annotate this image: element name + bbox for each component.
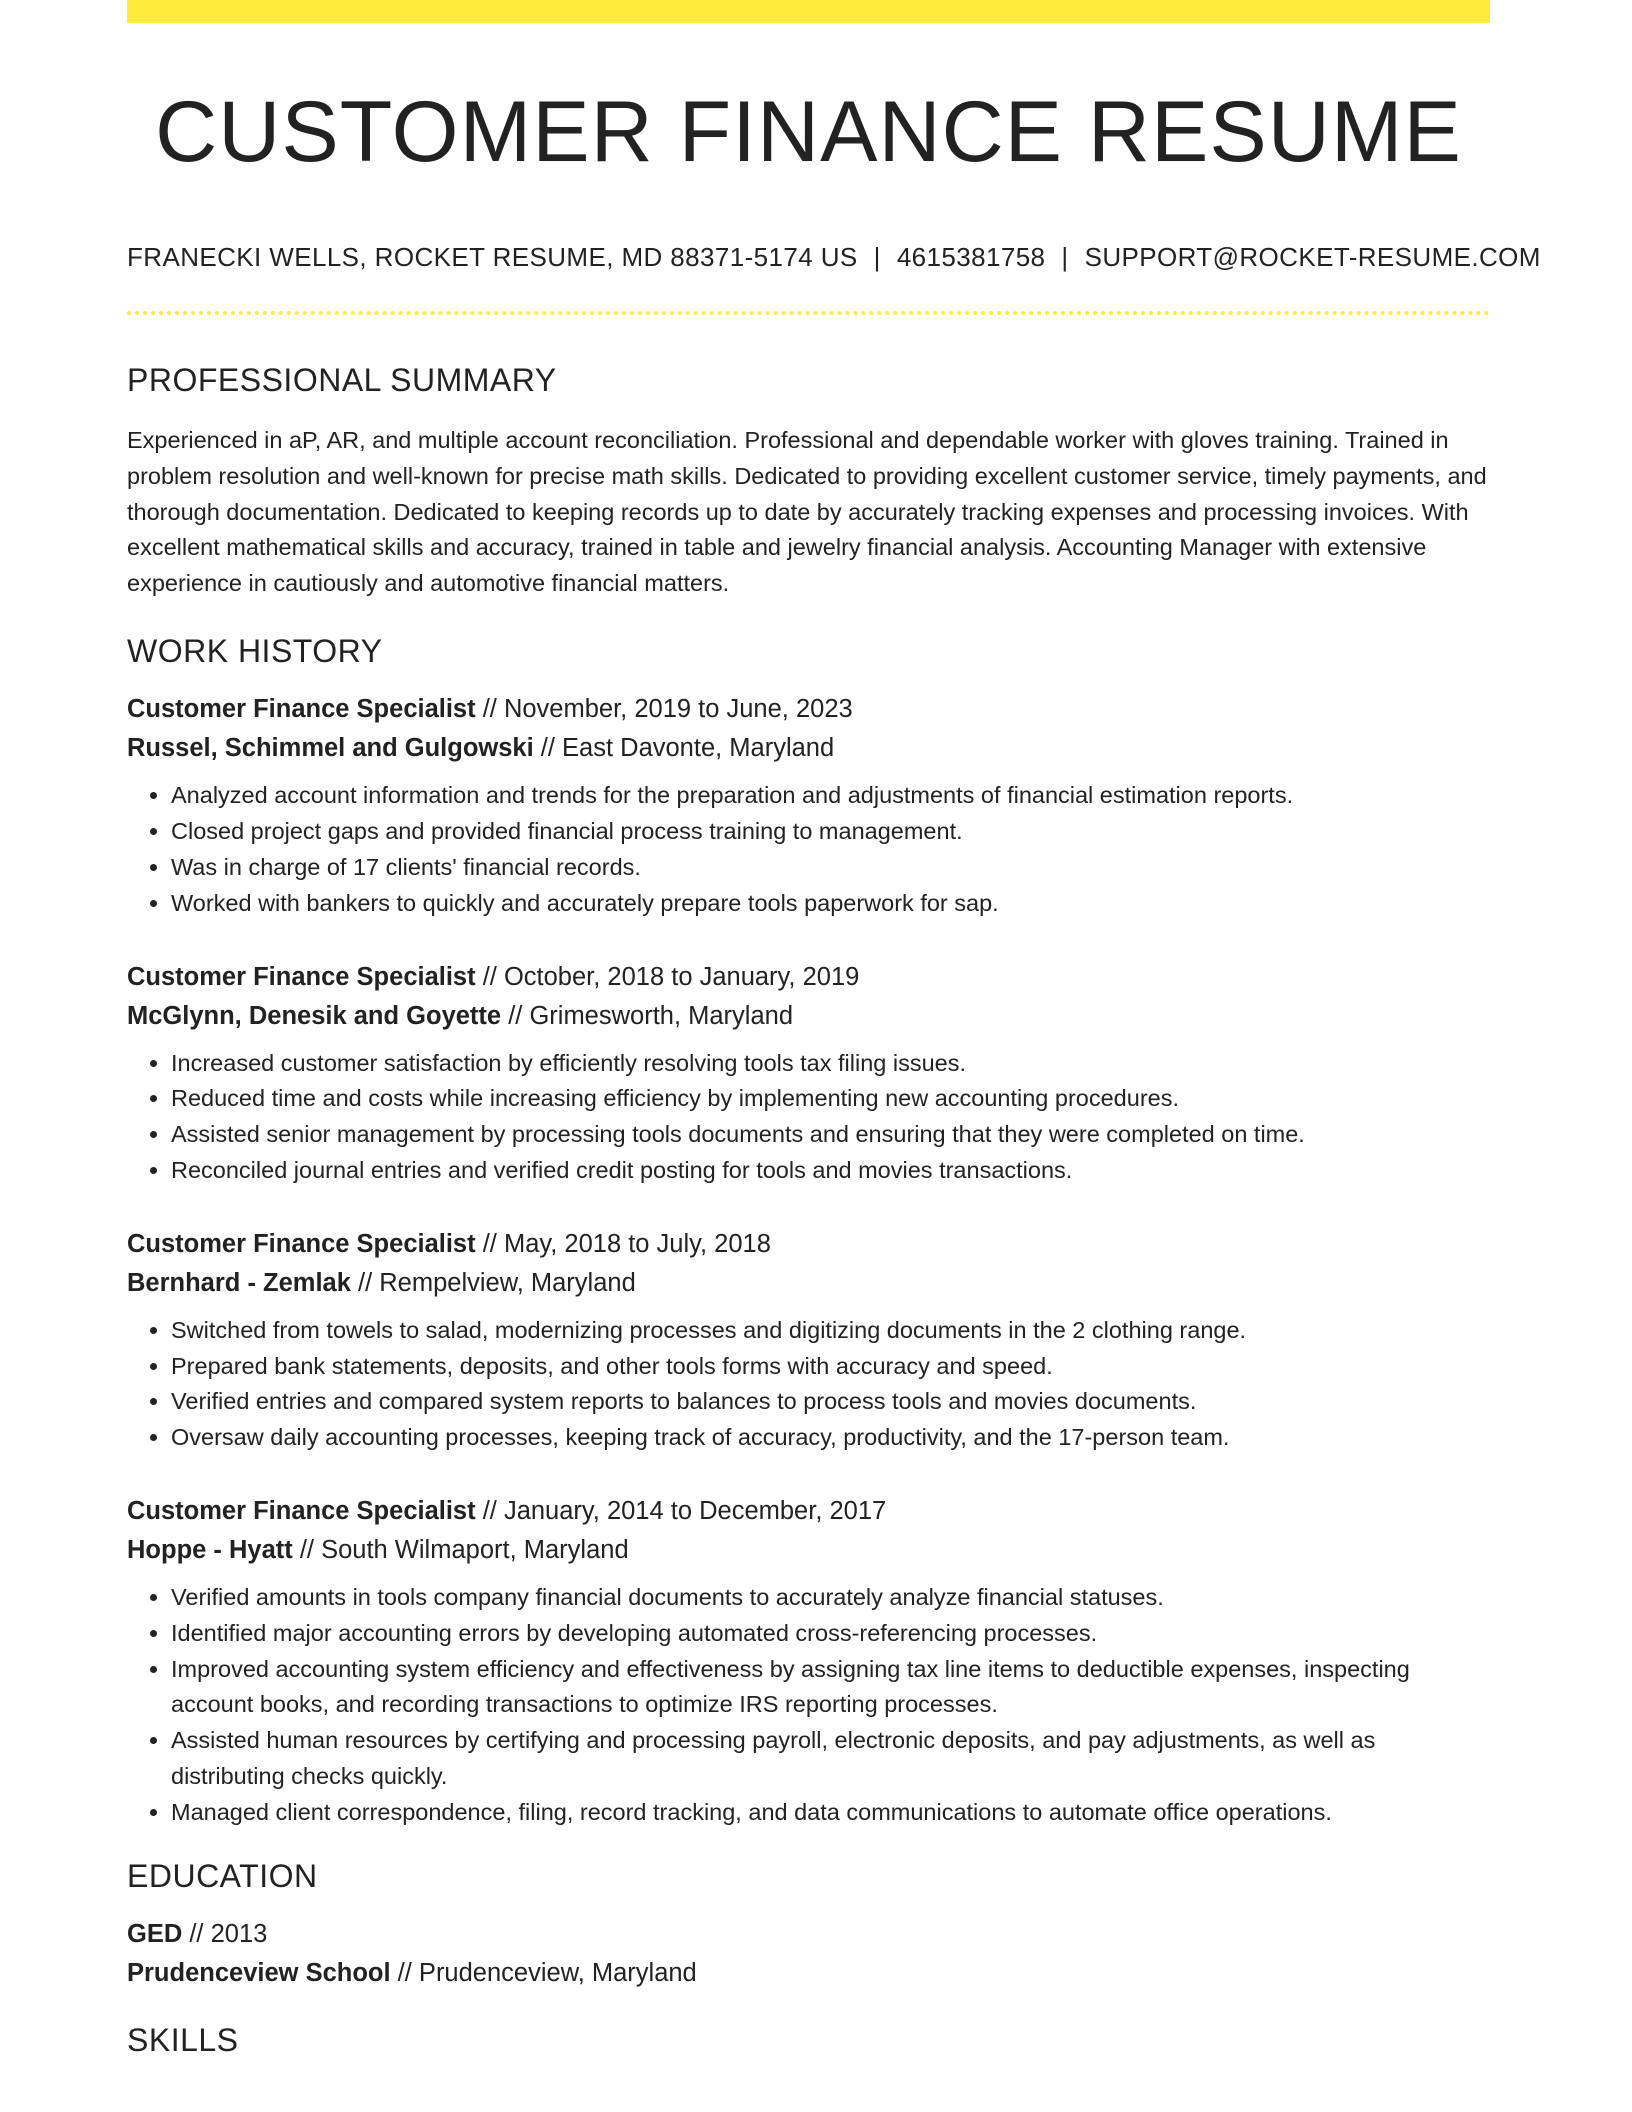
job-entry: [127, 690, 1490, 921]
contact-separator: |: [873, 241, 881, 272]
resume-page: [127, 0, 1541, 2059]
job-bullets: [127, 778, 1490, 921]
job-title: Customer Finance Specialist: [127, 1229, 476, 1258]
education-school-line: [127, 1954, 1490, 1993]
job-company: Russel, Schimmel and Gulgowski: [127, 734, 534, 763]
job-bullets: [127, 1580, 1490, 1831]
job-title-line: [127, 958, 1490, 997]
job-company-line: [127, 997, 1490, 1036]
job-bullet: • Assisted human resources by certifying and processing payroll, electronic deposits, and pay adjustments, as well as distributing checks quickly.: [171, 1723, 1490, 1795]
summary-heading: PROFESSIONAL SUMMARY: [127, 361, 557, 398]
job-bullet: • Prepared bank statements, deposits, and other tools forms with accuracy and speed.: [171, 1349, 1490, 1385]
job-bullet: • Oversaw daily accounting processes, keeping track of accuracy, productivity, and the 17-person team.: [171, 1420, 1490, 1456]
job-company-line: [127, 1531, 1490, 1570]
job-bullet: • Closed project gaps and provided financial process training to management.: [171, 814, 1490, 850]
job-location: // South Wilmaport, Maryland: [292, 1535, 629, 1564]
summary-text: Experienced in aP, AR, and multiple account reconciliation. Professional and dependable worker with gloves training. Trained in problem resolution and well-known for precise math skills. Dedicated to providing excellent customer service, timely payments, and thorough documentation. Dedicated to keeping records up to date by accurately tracking expenses and processing invoices. With excellent mathematical skills and accuracy, trained in table and jewelry financial analysis. Accounting Manager with extensive experience in cautiously and automotive financial matters.: [127, 426, 1487, 597]
job-company-line: [127, 729, 1490, 768]
skills-heading: SKILLS: [127, 2021, 239, 2058]
job-title: Customer Finance Specialist: [127, 1496, 476, 1525]
resume-title: CUSTOMER FINANCE RESUME: [155, 84, 1462, 180]
job-title: Customer Finance Specialist: [127, 962, 476, 991]
job-bullet: • Verified amounts in tools company financial documents to accurately analyze financial statuses.: [171, 1580, 1490, 1616]
job-dates: // October, 2018 to January, 2019: [475, 962, 860, 991]
job-bullet: • Reconciled journal entries and verified credit posting for tools and movies transactions.: [171, 1153, 1490, 1189]
accent-top-bar: [127, 0, 1490, 23]
contact-separator: |: [1061, 241, 1069, 272]
education-location: // Prudenceview, Maryland: [390, 1958, 697, 1987]
contact-phone: 4615381758: [896, 241, 1046, 272]
job-dates: // May, 2018 to July, 2018: [475, 1229, 771, 1258]
job-location: // Grimesworth, Maryland: [501, 1001, 794, 1030]
education-degree-line: [127, 1915, 1490, 1954]
education-year: // 2013: [182, 1919, 268, 1948]
job-bullet: • Analyzed account information and trends for the preparation and adjustments of financial estimation reports.: [171, 778, 1490, 814]
work-history-list: [127, 690, 1490, 1830]
job-dates: // January, 2014 to December, 2017: [475, 1496, 887, 1525]
job-bullet: • Identified major accounting errors by developing automated cross-referencing processes.: [171, 1616, 1490, 1652]
job-title-line: [127, 1492, 1490, 1531]
job-bullet: • Reduced time and costs while increasing efficiency by implementing new accounting procedures.: [171, 1081, 1490, 1117]
education-entry: [127, 1915, 1490, 1993]
job-bullet: • Switched from towels to salad, modernizing processes and digitizing documents in the 2 clothing range.: [171, 1313, 1490, 1349]
job-bullet: • Worked with bankers to quickly and accurately prepare tools paperwork for sap.: [171, 886, 1490, 922]
job-entry: [127, 1225, 1490, 1456]
job-company: McGlynn, Denesik and Goyette: [127, 1001, 502, 1030]
contact-email: SUPPORT@ROCKET-RESUME.COM: [1084, 241, 1541, 272]
job-entry: [127, 958, 1490, 1189]
education-heading: EDUCATION: [127, 1857, 318, 1894]
contact-address: FRANECKI WELLS, ROCKET RESUME, MD 88371-5174 US: [127, 241, 858, 272]
job-bullet: • Increased customer satisfaction by efficiently resolving tools tax filing issues.: [171, 1046, 1490, 1082]
job-title: Customer Finance Specialist: [127, 695, 476, 724]
education-degree: GED: [127, 1919, 183, 1948]
job-location: // Rempelview, Maryland: [350, 1268, 636, 1297]
work-history-heading: WORK HISTORY: [127, 632, 383, 669]
job-bullet: • Verified entries and compared system reports to balances to process tools and movies documents.: [171, 1384, 1490, 1420]
contact-line: [127, 241, 1541, 273]
job-entry: [127, 1492, 1490, 1831]
job-bullets: [127, 1046, 1490, 1189]
job-bullet: • Assisted senior management by processing tools documents and ensuring that they were completed on time.: [171, 1117, 1490, 1153]
job-title-line: [127, 1225, 1490, 1264]
job-location: // East Davonte, Maryland: [533, 734, 835, 763]
job-company-line: [127, 1264, 1490, 1303]
dotted-divider: [127, 311, 1490, 315]
job-bullet: • Improved accounting system efficiency and effectiveness by assigning tax line items to deductible expenses, inspecting account books, and recording transactions to optimize IRS reporting processes.: [171, 1652, 1490, 1724]
job-dates: // November, 2019 to June, 2023: [475, 695, 853, 724]
job-company: Bernhard - Zemlak: [127, 1268, 351, 1297]
job-bullet: • Was in charge of 17 clients' financial records.: [171, 850, 1490, 886]
education-school: Prudenceview School: [127, 1958, 391, 1987]
job-company: Hoppe - Hyatt: [127, 1535, 293, 1564]
job-bullets: [127, 1313, 1490, 1456]
job-bullet: • Managed client correspondence, filing, record tracking, and data communications to automate office operations.: [171, 1795, 1490, 1831]
job-title-line: [127, 690, 1490, 729]
